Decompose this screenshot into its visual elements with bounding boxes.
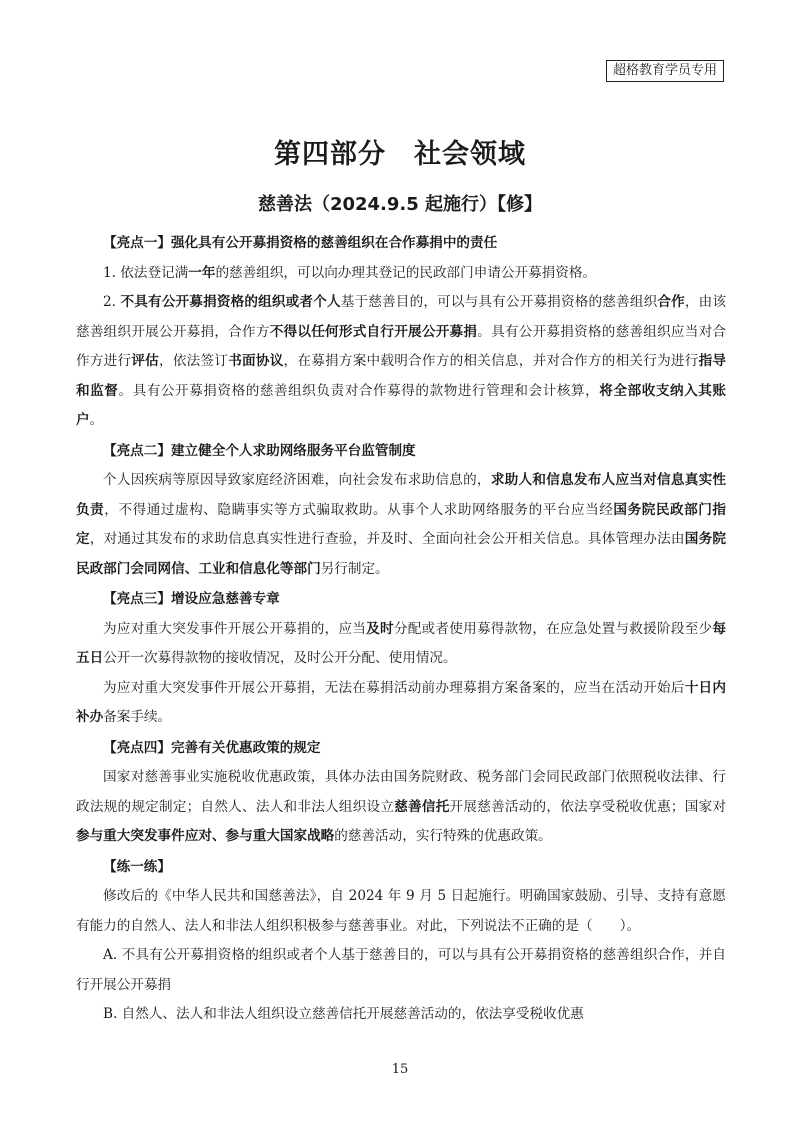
text: 的慈善组织，可以向办理其登记的民政部门申请公开募捐资格。 [215,264,597,281]
emphasis: 十日内补办 [76,679,726,725]
text: 的慈善活动，实行特殊的优惠政策。 [334,828,552,844]
highlight-two-heading: 【亮点二】建立健全个人求助网络服务平台监管制度 [103,442,416,459]
paragraph-emergency-filing [76,674,726,733]
paragraph-personal-aid [76,466,726,584]
text: ，对通过其发布的求助信息真实性进行查验，并及时、全面向社会公开相关信息。具体管理办法由 [89,531,685,547]
emphasis: 国务院民政部门会同网信、工业和信息化等部门 [76,531,727,577]
text: 分配或者使用募得款物，在应急处置与救援阶段至少 [393,620,713,637]
practice-heading: 【练一练】 [103,858,171,875]
highlight-three-heading: 【亮点三】增设应急慈善专章 [103,591,280,607]
text: 为应对重大突发事件开展公开募捐的，应当 [103,620,367,637]
text: 2. [103,294,121,310]
highlight-one-heading: 【亮点一】强化具有公开募捐资格的慈善组织在合作募捐中的责任 [103,235,498,251]
emphasis: 指导和监督 [76,353,727,399]
emphasis: 慈善信托 [394,798,450,815]
emphasis: 不得以任何形式自行开展公开募捐 [269,323,478,340]
option-a: A. 不具有公开募捐资格的组织或者个人基于慈善目的，可以与具有公开募捐资格的慈善组织合作，并自行开展公开募捐 [76,947,726,993]
page-number: 15 [391,1062,409,1077]
highlight-four-heading: 【亮点四】完善有关优惠政策的规定 [103,739,321,756]
emphasis: 求助人和信息发布人应当对信息真实性负责 [76,472,727,518]
text: 。具有公开募捐资格的慈善组织负责对合作募得的款物进行管理和会计核算， [118,382,600,399]
text: 基于慈善目的，可以与具有公开募捐资格的慈善组织 [340,294,658,310]
text: ，在募捐方案中载明合作方的相关信息，并对合作方的相关行为进行 [283,353,699,369]
text: 为应对重大突发事件开展公开募捐，无法在募捐活动前办理募捐方案备案的，应当在活动开始后 [103,679,685,696]
text: 1. 依法登记满 [103,264,189,281]
text: 另行制定。 [320,560,389,577]
paragraph-cooperation [76,288,726,436]
practice-question: 修改后的《中华人民共和国慈善法》，自 2024 年 9 月 5 日起施行。明确国家鼓励、引导、支持有意愿有能力的自然人、法人和非法人组织积极参与慈善事业。对此，下列说法不正确的是（ ）。 [76,888,726,934]
part-title: 第四部分 社会领域 [274,139,526,170]
text: ，由该慈善组织开展公开募捐，合作方 [76,294,727,340]
emphasis: 及时 [366,620,394,637]
text: 国家对慈善事业实施税收优惠政策，具体办法由国务院财政、税务部门会同民政部门依照税收法律、行政法规的规定制定；自然人、法人和非法人组织设立 [76,769,726,815]
emphasis: 每五日 [76,620,727,666]
text: 。 [89,412,104,428]
usage-stamp: 超格教育学员专用 [606,60,724,82]
law-title: 慈善法（2024.9.5 起施行）【修】 [257,194,543,215]
option-b: B. 自然人、法人和非法人组织设立慈善信托开展慈善活动的，依法享受税收优惠 [103,1006,584,1022]
emphasis: 书面协议 [228,353,284,369]
emphasis: 评估 [131,353,160,369]
text: 备案手续。 [103,709,172,725]
emphasis: 国务院民政部门指定 [76,501,727,547]
paragraph-emergency-disclosure [76,615,726,674]
paragraph-tax-policy [76,763,726,852]
text: 。具有公开募捐资格的慈善组织应当对合作方进行 [76,323,727,369]
emphasis: 一年 [188,264,216,281]
emphasis: 合作 [657,294,685,310]
text: 个人因疾病等原因导致家庭经济困难，向社会发布求助信息的， [103,472,491,488]
text: ，不得通过虚构、隐瞒事实等方式骗取救助。从事个人求助网络服务的平台应当经 [104,501,614,518]
emphasis: 参与重大突发事件应对、参与重大国家战略 [76,828,335,844]
emphasis: 将全部收支纳入其账户 [76,382,727,428]
document-body [76,228,726,1030]
text: 公开一次募得款物的接收情况，及时公开分配、使用情况。 [103,650,457,666]
text: 开展慈善活动的，依法享受税收优惠；国家对 [449,798,727,815]
emphasis: 不具有公开募捐资格的组织或者个人 [120,294,341,310]
paragraph-registration [76,259,726,289]
text: ，依法签订 [159,353,229,369]
